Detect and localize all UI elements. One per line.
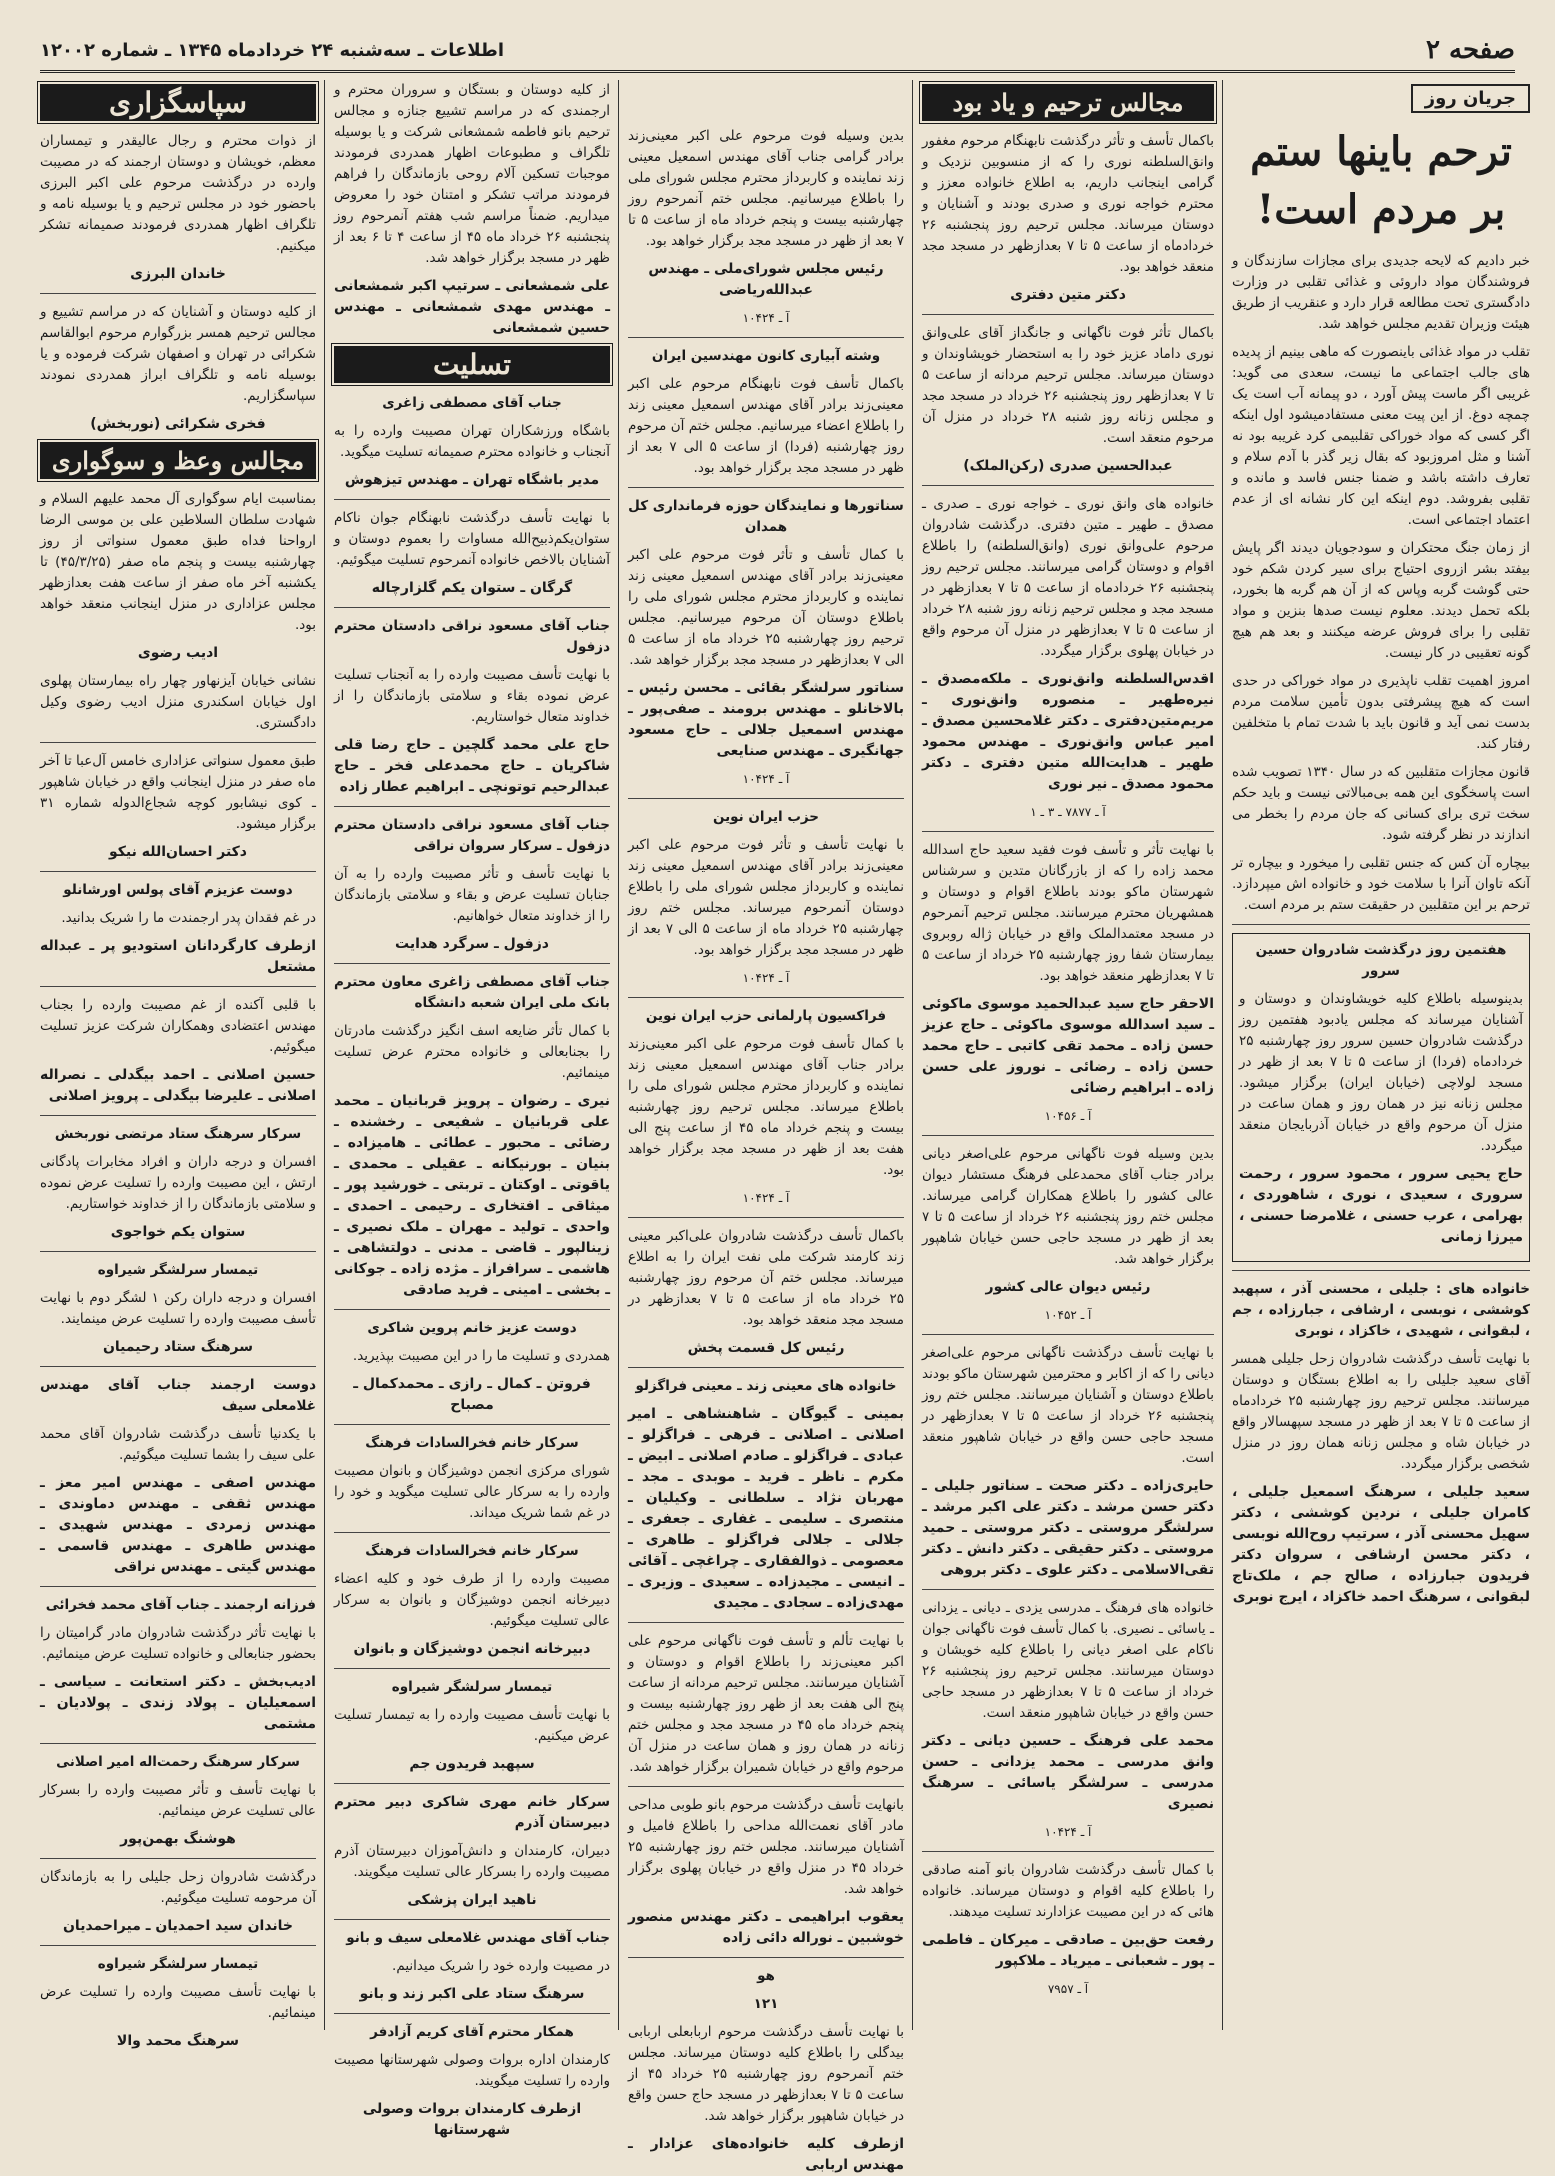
notice-title: وشته آبیاری کانون مهندسین ایران	[651, 348, 881, 364]
divider	[628, 487, 904, 488]
notice-title: جناب آقای مسعود نراقی دادستان محترم دزفول ـ سرکار سروان نراقی	[334, 817, 610, 854]
notice-text: باکمال تأثر فوت ناگهانی و جانگداز آقای علی‌وانق نوری داماد عزیز خود را به استحضار خویشاوندان و دوستان میرساند. مجلس ترحیم مردانه از ساعت ۵ تا ۷ بعدازظهر روز پنجشنبه ۲۶ خرداد در مسجد مجد و مجلس زنانه روز شنبه ۲۸ خرداد در منزل آن مرحوم منعقد است.	[922, 325, 1214, 446]
divider	[628, 1217, 904, 1218]
notice-text: همدردی و تسلیت ما را در این مصیبت بپذیرید.	[352, 1348, 610, 1364]
notice-text: بدین وسیله فوت مرحوم علی اکبر معینی‌زند برادر گرامی جناب آقای مهندس اسمعیل معینی زند نماینده و کاربرداز محترم مجلس شورای ملی را باطلاع میرسانیم. مجلس ختم آنمرحوم روز چهارشنبه بیست و پنجم خرداد ماه از ساعت ۵ تا ۷ بعد از ظهر در مسجد مجد برگزار خواهد بود.	[628, 128, 904, 249]
article-paragraph: از زمان جنگ محتکران و سودجویان دیدند اگر پایش بیفتد بشر ازروی احتیاج برای سیر کردن شکم خود حتی گوشت گربه وپاس که از آن هم گربه ها بخورد، بلکه تحمل دیدند. معلوم نیست صدها بنزین و مواد تقلبی را برای فروش عرضه میکنند و بعد هم هیچ گونه تعقیبی در کار نیست.	[1232, 540, 1530, 661]
section-heading: تسلیت	[334, 346, 610, 383]
divider	[628, 1786, 904, 1787]
notice-signature: ناهید ایران پزشکی	[407, 1892, 537, 1908]
notice-text: با نهایت تألم و تأسف فوت ناگهانی مرحوم علی اکبر معینی‌زند را باطلاع اقوام و دوستان و آشنایان میرسانند. مجلس ترحیم مردانه از ساعت پنج الی هفت بعد از ظهر روز چهارشنبه بیست و پنجم خرداد ماه ۴۵ در مسجد مجد و مجلس ختم زنانه در همان روز و همان ساعت در منزل آن مرحوم واقع در خیابان شمیران برگزار خواهد شد.	[628, 1633, 904, 1775]
divider	[40, 1743, 316, 1744]
divider	[40, 1858, 316, 1859]
notice-signature: بمینی ـ گیوگان ـ شاهنشاهی ـ امیر اصلانی ـ اصلانی ـ فرهی ـ فراگزلو ـ عبادی ـ فراگزلو ـ صادم اصلانی ـ ابیض ـ مکرم ـ ناظر ـ فرید ـ موبدی ـ مجد ـ مهربان نژاد ـ سلطانی ـ وکیلیان ـ منتصری ـ سلیمی ـ غفاری ـ جعفری ـ جلالی ـ جلالی فراگزلو ـ طاهری ـ معصومی ـ ذوالفقاری ـ چراغچی ـ آقائی ـ انیسی ـ مجیدزاده ـ سعیدی ـ وزیری ـ مهدی‌زاده ـ سجادی ـ مجیدی	[628, 1406, 904, 1611]
notice-title: تیمسار سرلشگر شیراوه	[97, 1956, 259, 1972]
notice-signature: سرهنگ محمد والا	[116, 2033, 240, 2049]
ad-reference: آ ـ ۱۰۴۲۴	[1044, 1825, 1092, 1839]
heading-spacer	[628, 80, 904, 126]
notice-text: باکمال تأسف فوت نابهنگام مرحوم علی اکبر معینی‌زند برادر آقای مهندس اسمعیل معینی زند را باطلاع اعضاء میرسانیم. مجلس ختم آن مرحوم روز چهارشنبه (فردا) از ساعت ۵ الی ۷ بعد از ظهر در مسجد مجد برگزار خواهد بود.	[628, 376, 904, 476]
notice-text: در غم فقدان پدر ارجمندت ما را شریک بدانید.	[61, 910, 316, 926]
divider	[922, 1334, 1214, 1335]
notice-text: خانواده های فرهنگ ـ مدرسی یزدی ـ دیانی ـ یزدانی ـ یاسائی ـ نصیری. با کمال تأسف فوت ناگهانی جوان ناکام علی اصغر دیانی را باطلاع کلیه خویشان و دوستان میرسانند. مجلس ترحیم روز پنجشنبه ۲۶ خرداد از ساعت ۵ تا ۷ بعدازظهر در مسجد حاجی حسن واقع در خیابان شاهپور منعقد است.	[922, 1600, 1215, 1721]
section-heading: مجالس وعظ و سوگواری	[40, 442, 316, 479]
notice-title: فرزانه ارجمند ـ جناب آقای محمد فخرائی	[45, 1597, 316, 1613]
section-heading: سپاسگزاری	[40, 84, 316, 121]
notice-text: طبق معمول سنواتی عزاداری خامس آل‌عبا تا آخر ماه صفر در منزل اینجانب واقع در خیابان شاهپور ـ کوی نیشابور کوچه شجاع‌الدوله شماره ۳۱ برگزار میشود.	[40, 753, 316, 832]
notice-title: خانواده های : جلیلی ، محسنی آذر ، سپهبد کوششی ، نوبسی ، ارشافی ، جبارزاده ، جم ، لبقوانی ، شهیدی ، خاکزاد ، نوبری	[1232, 1281, 1530, 1339]
notice-signature: ازطرف کلیه خانواده‌های عزادار ـ مهندس اربابی	[628, 2136, 904, 2173]
divider	[40, 871, 316, 872]
issue-line: اطلاعات ـ سه‌شنبه ۲۴ خردادماه ۱۳۴۵ ـ شماره ۱۲۰۰۲	[40, 39, 505, 61]
column-rule	[1222, 80, 1223, 2030]
notice-title: فراکسیون پارلمانی حزب ایران نوین	[645, 1008, 887, 1024]
notice-title: سرکار سرهنگ رحمت‌اله امیر اصلانی	[56, 1754, 300, 1770]
notice-text: نشانی خیابان آیزنهاور چهار راه بیمارستان پهلوی اول خیابان اسکندری منزل ادیب رضوی وکیل دادگستری.	[40, 673, 316, 731]
notice-text: بانهایت تأسف درگذشت مرحوم بانو طوبی مداحی مادر آقای نعمت‌الله مداحی را باطلاع فامیل و آشنایان میرسانند. مجلس ختم روز چهارشنبه ۲۵ خرداد ۴۵ در منزل واقع در خیابان پهلوی برگزار خواهد شد.	[628, 1797, 905, 1897]
column-condolences	[334, 80, 611, 2138]
divider	[334, 806, 610, 807]
notice-title: دوست عزیز خانم پروین شاکری	[367, 1320, 577, 1336]
notice-title: همکار محترم آقای کریم آزادفر	[370, 2024, 574, 2040]
notice-signature: سعید جلیلی ، سرهنگ اسمعیل جلیلی ، کامران جلیلی ، نردین کوششی ، دکتر سهیل محسنی آذر ، سرتیپ روح‌الله نوبسی ، دکتر محسن ارشافی ، سروان دکتر فریدون جبارزاده ، صالح جم ، ملک‌تاج لبقوانی ، سرهنگ احمد خاکزاد ، ایرج نوبری	[1232, 1484, 1530, 1605]
section-tag: جریان روز	[1411, 84, 1530, 113]
notice-text: با نهایت تأسف درگذشت مرحوم اربابعلی اربابی بیدگلی را باطلاع کلیه دوستان میرساند. مجلس ختم آنمرحوم روز چهارشنبه ۲۵ خرداد ۴۵ از ساعت ۵ تا ۷ بعدازظهر در مسجد حاج حسن واقع در خیابان شاهپور برگزار خواهد شد.	[628, 2024, 905, 2124]
notice-text: با نهایت تأسف درگذشت نابهنگام جوان ناکام ستوان‌یکم‌ذبیح‌الله مساوات را بعموم دوستان و آشنایان بالاخص خانواده آنمرحوم تسلیت میگوئیم.	[334, 510, 610, 568]
notice-title: سرکار خانم فخرالسادات فرهنگ	[365, 1435, 579, 1451]
notice-signature: گرگان ـ ستوان یکم گلزارچاله	[371, 580, 573, 596]
notice-text: با یکدنیا تأسف درگذشت شادروان آقای محمد علی سیف را بشما تسلیت میگوئیم.	[40, 1426, 316, 1463]
notice-title: خانواده های معینی زند ـ معینی فراگزلو	[635, 1378, 897, 1394]
ad-reference: آ ـ ۱۰۴۵۶	[1044, 1109, 1092, 1123]
ad-reference: آ ـ ۱۰۴۲۴	[742, 971, 790, 985]
notice-title: هو	[757, 1968, 775, 1984]
divider	[40, 1251, 316, 1252]
notice-signature: عبدالحسین صدری (رکن‌الملک)	[963, 458, 1173, 474]
notice-signature: سرهنگ ستاد علی اکبر زند و بانو	[359, 1986, 585, 2002]
divider	[628, 1367, 904, 1368]
notice-text: خانواده های وانق نوری ـ خواجه نوری ـ صدری ـ مصدق ـ طهیر ـ متین دفتری. درگذشت شادروان مرحوم علی‌وانق نوری (وانق‌السلطنه) را باطلاع اقوام و دوستان گرامی میرسانند. مجلس ترحیم روز پنجشنبه ۲۶ خردادماه از ساعت ۵ تا ۷ بعدازظهر در مسجد مجد و مجلس ترحیم زنانه روز شنبه ۲۸ خرداد از ساعت ۵ تا ۷ بعدازظهر در منزل آن مرحوم واقع در خیابان پهلوی برگزار میگردد.	[922, 496, 1215, 659]
page-number: صفحه ۲	[1426, 35, 1515, 65]
notice-text: با کمال تأثر ضایعه اسف انگیز درگذشت مادرتان را بجنابعالی و خانواده محترم عرض تسلیت مینمائیم.	[334, 1023, 610, 1081]
divider	[334, 607, 610, 608]
divider	[922, 831, 1214, 832]
column-rule	[912, 80, 913, 2030]
notice-signature: علی شمشعانی ـ سرتیپ اکبر شمشعانی ـ مهندس مهدی شمشعانی ـ مهندس حسین شمشعانی	[334, 278, 610, 336]
divider	[922, 314, 1214, 315]
divider	[40, 742, 316, 743]
divider	[922, 1135, 1214, 1136]
notice-signature: دزفول ـ سرگرد هدایت	[395, 936, 549, 952]
column-thanks	[40, 80, 317, 2049]
notice-number: ۱۲۱	[753, 1996, 779, 2012]
divider	[334, 1532, 610, 1533]
notice-text: در مصیبت وارده خود را شریک میدانیم.	[392, 1958, 610, 1974]
section-heading: مجالس ترحیم و یاد بود	[922, 84, 1214, 121]
notice-text: با نهایت تأسف و تأثر مصیبت وارده را به آن جنابان تسلیت عرض و بقاء و سلامتی بازماندگان را از خداوند متعال خواهانیم.	[334, 866, 610, 924]
notice-title: جناب آقای مصطفی زاغری	[382, 395, 562, 411]
divider	[922, 1851, 1214, 1852]
notice-signature: حاج یحیی سرور ، محمود سرور ، رحمت سروری ، سعیدی ، نوری ، شاهوردی ، بهرامی ، عرب حسنی ، غلامرضا حسنی ، میرزا زمانی	[1239, 1166, 1523, 1245]
notice-signature: سرهنگ ستاد رحیمیان	[102, 1339, 254, 1355]
notice-signature: خاندان سید احمدیان ـ میراحمدیان	[62, 1918, 294, 1934]
notice-signature: رفعت حق‌بین ـ صادقی ـ میرکان ـ فاطمی ـ پور ـ شعبانی ـ میریاد ـ ملاکپور	[922, 1932, 1214, 1969]
ad-reference: آ ـ ۱۰۴۲۴	[742, 311, 790, 325]
divider	[334, 1919, 610, 1920]
notice-title: دوست ارجمند جناب آقای مهندس غلامعلی سیف	[40, 1377, 316, 1414]
divider	[628, 997, 904, 998]
notice-text: باکمال تأسف و تأثر درگذشت نابهنگام مرحوم مغفور وانق‌السلطنه نوری را که از منسوبین نزدیک و گرامی اینجانب داریم، به اطلاع خانواده معزز و محترم خواجه نوری و صدری بودند و آشنایان و دوستان میرساند. مجلس ترحیم روز پنجشنبه ۲۶ خردادماه از ساعت ۵ تا ۷ بعدازظهر در مسجد مجد منعقد خواهد بود.	[922, 133, 1214, 275]
notice-signature: هوشنگ بهمن‌پور	[120, 1831, 236, 1847]
divider	[1232, 924, 1530, 925]
divider	[334, 1309, 610, 1310]
notice-text: افسران و درجه داران و افراد مخابرات پادگانی ارتش ، این مصیبت وارده را تسلیت عرض نموده و سلامتی بازماندگان را از خداوند خواستاریم.	[40, 1154, 316, 1212]
divider	[40, 1115, 316, 1116]
divider	[628, 337, 904, 338]
notice-signature: خاندان البرزی	[130, 266, 226, 282]
divider	[922, 485, 1214, 486]
notice-text: از ذوات محترم و رجال عالیقدر و تیمساران معظم، خویشان و دوستان ارجمند که در مصیبت وارده در درگذشت مرحوم علی اکبر البرزی باحضور خود در مجلس ترحیم و یا بوسیله نامه و تلگراف اظهار همدردی فرمودند صمیمانه تشکر میکنیم.	[40, 133, 316, 254]
divider	[334, 1424, 610, 1425]
notice-signature: حاج علی محمد گلچین ـ حاج رضا قلی شاکریان ـ حاج محمدعلی فخر ـ حاج عبدالرحیم توتونچی ـ ابراهیم عطار زاده	[334, 737, 610, 795]
page-header	[40, 30, 1515, 73]
divider	[40, 293, 316, 294]
notice-text: باشگاه ورزشکاران تهران مصیبت وارده را به آنجناب و خانواده محترم صمیمانه تسلیت میگوید.	[334, 423, 610, 460]
notice-text: بدینوسیله باطلاع کلیه خویشاوندان و دوستان و آشنایان میرساند که مجلس یادبود هفتمین روز درگذشت شادروان حسین سرور روز چهارشنبه ۲۵ خردادماه (فردا) از ساعت ۵ تا ۷ بعد از ظهر در مسجد لولاچی (خیابان ایران) برگزار میشود. مجلس زنانه نیز در همان روز و همان ساعت در منزل آن مرحوم واقع در خیابان آذربایجان منعقد میگردد.	[1239, 991, 1524, 1154]
divider	[1232, 1270, 1530, 1271]
notice-title: سرکار خانم فخرالسادات فرهنگ	[365, 1543, 579, 1559]
column-memorial-1	[922, 80, 1214, 2030]
notice-signature: رئیس دیوان عالی کشور	[985, 1279, 1151, 1295]
notice-signature: ادیب رضوی	[137, 645, 219, 661]
column-memorial-2	[628, 80, 905, 2173]
notice-title: حزب ایران نوین	[712, 809, 820, 825]
divider	[334, 1668, 610, 1669]
notice-text: با نهایت تأسف و تأثر فوت مرحوم علی اکبر معینی‌زند برادر آقای مهندس اسمعیل معینی زند نماینده و کاربرداز مجلس شورای ملی را باطلاع دوستان آنمرحوم میرساند. مجلس ختم روز چهارشنبه ۲۵ خرداد ماه از ساعت ۵ الی ۷ بعد از ظهر در مسجد مجد برگزار خواهد بود.	[628, 837, 904, 958]
notice-text: بدین وسیله فوت ناگهانی مرحوم علی‌اصغر دیانی برادر جناب آقای محمدعلی فرهنگ مستشار دیوان عالی کشور را باطلاع همکاران گرامی میرساند. مجلس ختم روز پنجشنبه ۲۶ خرداد از ساعت ۵ تا ۷ بعد از ظهر در مسجد حاجی حسن خیابان شاهپور برگزار خواهد شد.	[922, 1146, 1214, 1267]
notice-text: با نهایت تأثر درگذشت شادروان مادر گرامیتان را بحضور جنابعالی و خانواده تسلیت عرض مینمائیم.	[40, 1625, 316, 1662]
notice-signature: رئیس کل قسمت پخش	[687, 1340, 845, 1356]
notice-signature: مدیر باشگاه تهران ـ مهندس تیزهوش	[344, 472, 600, 488]
ad-reference: آ ـ ۷۸۷۷ ـ ۳ ـ ۱	[1030, 805, 1106, 819]
divider	[40, 1366, 316, 1367]
notice-title: تیمسار سرلشگر شیراوه	[97, 1262, 259, 1278]
notice-text: با نهایت تأسف درگذشت ناگهانی مرحوم علی‌اصغر دیانی را که از اکابر و محترمین شهرستان ماکو بودند باطلاع دوستان و آشنایان میرسانند. مجلس ختم روز پنجشنبه ۲۶ خرداد از ساعت ۵ تا ۷ بعدازظهر در مسجد حاجی حسن واقع در خیابان شاهپور منعقد است.	[922, 1345, 1215, 1466]
notice-text: باکمال تأسف درگذشت شادروان علی‌اکبر معینی زند کارمند شرکت ملی نفت ایران را به اطلاع میرساند. مجلس ختم آن مرحوم روز چهارشنبه ۲۵ خرداد ماه از ساعت ۵ تا ۷ بعدازظهر در مسجد مجد منعقد خواهد بود.	[628, 1228, 905, 1328]
article-paragraph: خبر دادیم که لایحه جدیدی برای مجازات سازندگان و فروشندگان مواد داروئی و غذائی تقلبی در وزارت دادگستری تحت مطالعه قرار دارد و عنقریب از طریق هیئت وزیران تقدیم مجلس خواهد شد.	[1232, 253, 1530, 332]
notice-text: مصیبت وارده را از طرف خود و کلیه اعضاء دبیرخانه انجمن دوشیزگان و بانوان به سرکار عالی تسلیت میگوئیم.	[334, 1571, 610, 1629]
divider	[334, 2013, 610, 2014]
notice-signature: فروتن ـ کمال ـ رازی ـ محمدکمال ـ مصباح	[353, 1376, 591, 1413]
notice-title: سرکار خانم مهری شاکری دبیر محترم دبیرستان آذرم	[334, 1794, 610, 1831]
notice-title: تیمسار سرلشگر شیراوه	[391, 1679, 553, 1695]
divider	[40, 1586, 316, 1587]
article-paragraph: تقلب در مواد غذائی باینصورت که ماهی بینیم از پدیده های جالب اجتماعی ما نیست، سعدی می گوید: غریبی اگر ماست پیش آورد ، دو پیمانه آب است یک چمچه دوغ. از این پیت معنی مستفادمیشود اول اینکه اگر کسی که مواد خوراکی تقلبیمی کرد غریبه بود نه آشنا و مثل امروزبود که بقال زیر گذر با آدم سلام و تعارف داشته باشد و ضمنا جنس فاسد و مانده و تقلبی بفروشد. دوم اینکه این کار نشانه ای از عدم اعتماد اجتماعی است.	[1232, 344, 1530, 528]
notice-signature: مهندس اصفی ـ مهندس امیر معز ـ مهندس ثقفی ـ مهندس دماوندی ـ مهندس زمردی ـ مهندس شهیدی ـ مهندس طاهری ـ مهندس قاسمی ـ مهندس گیتی ـ مهندس نراقی	[40, 1475, 316, 1575]
notice-text: دبیران، کارمندان و دانش‌آموزان دبیرستان آذرم مصیبت وارده را بسرکار عالی تسلیت میگویند.	[334, 1843, 610, 1880]
notice-signature: دکتر احسان‌الله نیکو	[109, 844, 247, 860]
notice-title: سرکار سرهنگ ستاد مرتضی نوربخش	[54, 1126, 302, 1142]
notice-text: از کلیه دوستان و آشنایان که در مراسم تشییع و مجالس ترحیم همسر بزرگوارم مرحوم ابوالقاسم شکرائی در تهران و اصفهان شرکت فرموده و یا بوسیله نامه و تلگراف ابراز همدردی نمودند سپاسگزاریم.	[40, 304, 316, 404]
notice-text: با کمال تأسف فوت مرحوم علی اکبر معینی‌زند برادر جناب آقای مهندس اسمعیل معینی زند نماینده و کاربرداز محترم مجلس شورای ملی را باطلاع میرساند. مجلس ترحیم روز چهارشنبه بیست و پنجم خرداد ماه ۴۵ از ساعت پنج الی هفت بعد از ظهر در مسجد مجد برگزار خواهد بود.	[628, 1036, 904, 1178]
notice-text: کارمندان اداره بروات وصولی شهرستانها مصیبت وارده را تسلیت میگویند.	[334, 2052, 610, 2089]
notice-signature: سناتور سرلشگر بقائی ـ محسن رئیس ـ بالاخانلو ـ مهندس برومند ـ صفی‌پور ـ مهندس اسمعیل جلالی ـ حاج مسعود جهانگیری ـ مهندس صنایعی	[628, 680, 904, 759]
notice-text: بمناسبت ایام سوگواری آل محمد علیهم السلام و شهادت سلطان السلاطین علی بن موسی الرضا ارواحنا فداه طبق معمول سنواتی از روز چهارشنبه بیست و پنجم ماه صفر (۴۵/۳/۲۵) تا یکشنبه آخر ماه صفر از ساعت هفت بعدازظهر مجلس عزاداری در منزل اینجانب منعقد خواهد بود.	[40, 491, 317, 633]
notice-signature: نیری ـ رضوان ـ پرویز قربانیان ـ محمد علی قربانیان ـ شفیعی ـ رخشنده ـ رضائی ـ محبور ـ عطائی ـ هامیزاده ـ بنیان ـ بورنیکانه ـ عقیلی ـ محمدی ـ یاقوتی ـ اوکتان ـ تربتی ـ خورشید پور ـ میثاقی ـ افتخاری ـ رحیمی ـ احمدی ـ واحدی ـ تولید ـ مهران ـ ملک نصیری ـ زینالپور ـ قاضی ـ مدنی ـ دولتشاهی ـ هاشمی ـ سرافراز ـ مژده زاده ـ جوکانی ـ بخشی ـ امینی ـ فرید صادقی	[334, 1093, 610, 1298]
notice-text: با نهایت تأسف مصیبت وارده را به آنجناب تسلیت عرض نموده بقاء و سلامتی بازماندگان را از خداوند متعال خواستاریم.	[334, 667, 610, 725]
notice-signature: الاحقر حاج سید عبدالحمید موسوی ماکوئی ـ سید اسدالله موسوی ماکوئی ـ حاج عزیز حسن زاده ـ محمد تقی کاتبی ـ حاج محمد حسن زاده ـ رضائی ـ نوروز علی حسن زاده ـ ابراهیم رضائی	[922, 996, 1214, 1096]
column-rule	[324, 80, 325, 2030]
notice-text: درگذشت شادروان زحل جلیلی را به بازماندگان آن مرحومه تسلیت میگوئیم.	[40, 1869, 316, 1906]
column-rule	[618, 80, 619, 2030]
notice-text: با نهایت تأسف مصیبت وارده را به تیمسار تسلیت عرض میکنیم.	[334, 1707, 610, 1744]
notice-text: شورای مرکزی انجمن دوشیزگان و بانوان مصیبت وارده را به سرکار عالی تسلیت میگوید و خود را در غم شما شریک میداند.	[334, 1463, 610, 1521]
divider	[334, 963, 610, 964]
notice-signature: دکتر متین دفتری	[1010, 287, 1126, 303]
notice-signature: حسین اصلانی ـ احمد بیگدلی ـ نصراله اصلانی ـ علیرضا بیگدلی ـ پرویز اصلانی	[40, 1067, 316, 1104]
divider	[922, 1589, 1214, 1590]
divider	[334, 1783, 610, 1784]
ad-reference: آ ـ ۱۰۴۲۴	[742, 1191, 790, 1205]
notice-signature: یعقوب ابراهیمی ـ دکتر مهندس منصور خوشبین ـ نوراله دائی زاده	[628, 1909, 904, 1946]
notice-signature: فخری شکرائی (نوربخش)	[90, 416, 266, 432]
notice-text: با نهایت تأثر و تأسف فوت فقید سعید حاج اسدالله محمد زاده را که از بازرگانان متدین و سرشناس شهرستان ماکو بودند باطلاع اقوام و دوستان و همشهریان محترم میرسانند. مجلس ترحیم آنمرحوم در مسجد معتمدالملک واقع در خیابان ژاله روبروی بیمارستان شفا روز چهارشنبه ۲۵ خرداد از ساعت ۵ تا ۷ بعدازظهر منعقد خواهد بود.	[922, 842, 1214, 984]
ad-reference: آ ـ ۷۹۵۷	[1047, 1982, 1089, 1996]
column-jarian-rooz	[1232, 80, 1530, 2030]
divider	[40, 1945, 316, 1946]
divider	[40, 986, 316, 987]
notice-text: با نهایت تأسف درگذشت شادروان زحل جلیلی همسر آقای سعید جلیلی را به اطلاع بستگان و دوستان میرسانند. مجلس ترحیم روز چهارشنبه ۲۵ خردادماه از ساعت ۵ تا ۷ بعد از ظهر در مسجد سپهسالار واقع در خیابان شاه و مجلس زنانه همان روز در منزل شخصی برگزار میگردد.	[1232, 1351, 1530, 1472]
notice-text: با قلبی آکنده از غم مصیبت وارده را بجناب مهندس اعتضادی وهمکاران شرکت عزیز تسلیت میگوئیم.	[40, 997, 316, 1055]
notice-signature: ازطرف کارگردانان استودیو پر ـ عبداله مشتعل	[40, 938, 316, 975]
notice-title: هفتمین روز درگذشت شادروان حسین سرور	[1255, 942, 1507, 979]
notice-text: با نهایت تأسف مصیبت وارده را تسلیت عرض مینمائیم.	[40, 1984, 316, 2021]
article-paragraph: امروز اهمیت تقلب ناپذیری در مواد خوراکی در حدی است که هیچ پیشرفتی بدون تأمین سلامت مردم بدست نمی آید و قانون باید با شدت تمام با متخلفین رفتار کند.	[1232, 673, 1530, 752]
divider	[628, 1622, 904, 1623]
notice-signature: ازطرف کارمندان بروات وصولی شهرستانها	[362, 2101, 582, 2138]
notice-text: افسران و درجه داران رکن ۱ لشگر دوم با نهایت تأسف مصیبت وارده را تسلیت عرض مینمایند.	[40, 1290, 316, 1327]
notice-text: با کمال تأسف و تأثر فوت مرحوم علی اکبر معینی‌زند برادر آقای مهندس اسمعیل معینی زند نماینده و کاربرداز محترم مجلس شورای ملی را باطلاع دوستان آن مرحوم میرسانیم. مجلس ترحیم روز چهارشنبه ۲۵ خرداد ماه از ساعت ۵ الی ۷ بعدازظهر در مسجد مجد برگزار خواهد شد.	[628, 547, 904, 668]
notice-signature: محمد علی فرهنگ ـ حسین دیانی ـ دکتر وانق مدرسی ـ محمد یزدانی ـ حسن مدرسی ـ سرلشگر یاسائی ـ سرهنگ نصیری	[922, 1733, 1214, 1812]
notice-text: با نهایت تأسف و تأثر مصیبت وارده را بسرکار عالی تسلیت عرض مینمائیم.	[40, 1782, 316, 1819]
notice-signature: دبیرخانه انجمن دوشیزگان و بانوان	[353, 1641, 591, 1657]
divider	[628, 798, 904, 799]
notice-box	[1232, 933, 1530, 1262]
notice-title: دوست عزیزم آقای پولس اورشانلو	[63, 882, 293, 898]
divider	[334, 499, 610, 500]
ad-reference: آ ـ ۱۰۴۲۴	[742, 772, 790, 786]
notice-title: جناب آقای مصطفی زاغری معاون محترم بانک ملی ایران شعبه دانشگاه	[334, 974, 610, 1011]
notice-text: با کمال تأسف درگذشت شادروان بانو آمنه صادقی را باطلاع کلیه اقوام و دوستان میرساند. خانواده هائی که در این مصیبت عزادارند تسلیت میدهند.	[922, 1862, 1214, 1920]
notice-title: سناتورها و نمایندگان حوزه فرمانداری کل همدان	[628, 498, 904, 535]
notice-text: از کلیه دوستان و بستگان و سروران محترم و ارجمندی که در مراسم تشییع جنازه و مجالس ترحیم بانو فاطمه شمشعانی شرکت و یا بوسیله تلگراف و مطبوعات اظهار همدردی فرمودند موجبات تسکین آلام روحی بازماندگان را فراهم فرمودند مراتب تشکر و امتنان خود را معروض میداریم. ضمناً مراسم شب هفتم آنمرحوم روز پنجشنبه ۲۶ خرداد ماه ۴۵ از ساعت ۴ تا ۶ بعد از ظهر در مسجد برگزار خواهد شد.	[334, 82, 611, 266]
notice-title: جناب آقای مهندس غلامعلی سیف و بانو	[346, 1930, 610, 1946]
notice-signature: اقدس‌السلطنه وانق‌نوری ـ ملکه‌مصدق ـ نیره‌طهیر ـ منصوره وانق‌نوری ـ مریم‌متین‌دفتری ـ دکتر غلامحسین مصدق ـ امیر عباس وانق‌نوری ـ مهندس محمود طهیر ـ هدایت‌الله متین دفتری ـ دکتر محمود مصدق ـ نیر نوری	[922, 671, 1214, 792]
notice-signature: حایری‌زاده ـ دکتر صحت ـ سناتور جلیلی ـ دکتر حسن مرشد ـ دکتر علی اکبر مرشد ـ سرلشگر مروستی ـ دکتر مروستی ـ حمید مروستی ـ دکتر حقیقی ـ دکتر دانش ـ دکتر تقی‌الاسلامی ـ دکتر علوی ـ دکتر بروهی	[922, 1478, 1214, 1578]
ad-reference: آ ـ ۱۰۴۵۲	[1044, 1308, 1092, 1322]
notice-title: جناب آقای مسعود نراقی دادستان محترم دزفول	[334, 618, 610, 655]
divider	[628, 1957, 904, 1958]
notice-signature: سپهبد فریدون جم	[409, 1756, 535, 1772]
notice-signature: ادیب‌بخش ـ دکتر استعانت ـ سیاسی ـ اسمعیلیان ـ پولاد زندی ـ پولادیان ـ مشتمی	[40, 1674, 316, 1732]
notice-signature: ستوان یکم خواجوی	[110, 1224, 246, 1240]
article-paragraph: قانون مجازات متقلبین که در سال ۱۳۴۰ تصویب شده است پاسخگوی این همه بی‌مبالاتی نیست و باید حکم سخت تری برای کسانی که جان مردم را بخطر می اندازند در نظر گرفته شود.	[1232, 764, 1530, 843]
article-headline: ترحم باینها ستم بر مردم است!	[1250, 128, 1512, 233]
article-paragraph: بیچاره آن کس که جنس تقلبی را میخورد و بیچاره تر آنکه تاوان آنرا با سلامت خود و خانواده اش میپردازد. ترحم بر این متقلبین در حقیقت ستم بر مردم است.	[1232, 855, 1530, 913]
notice-signature: رئیس مجلس شورای‌ملی ـ مهندس عبدالله‌ریاضی	[648, 261, 884, 298]
